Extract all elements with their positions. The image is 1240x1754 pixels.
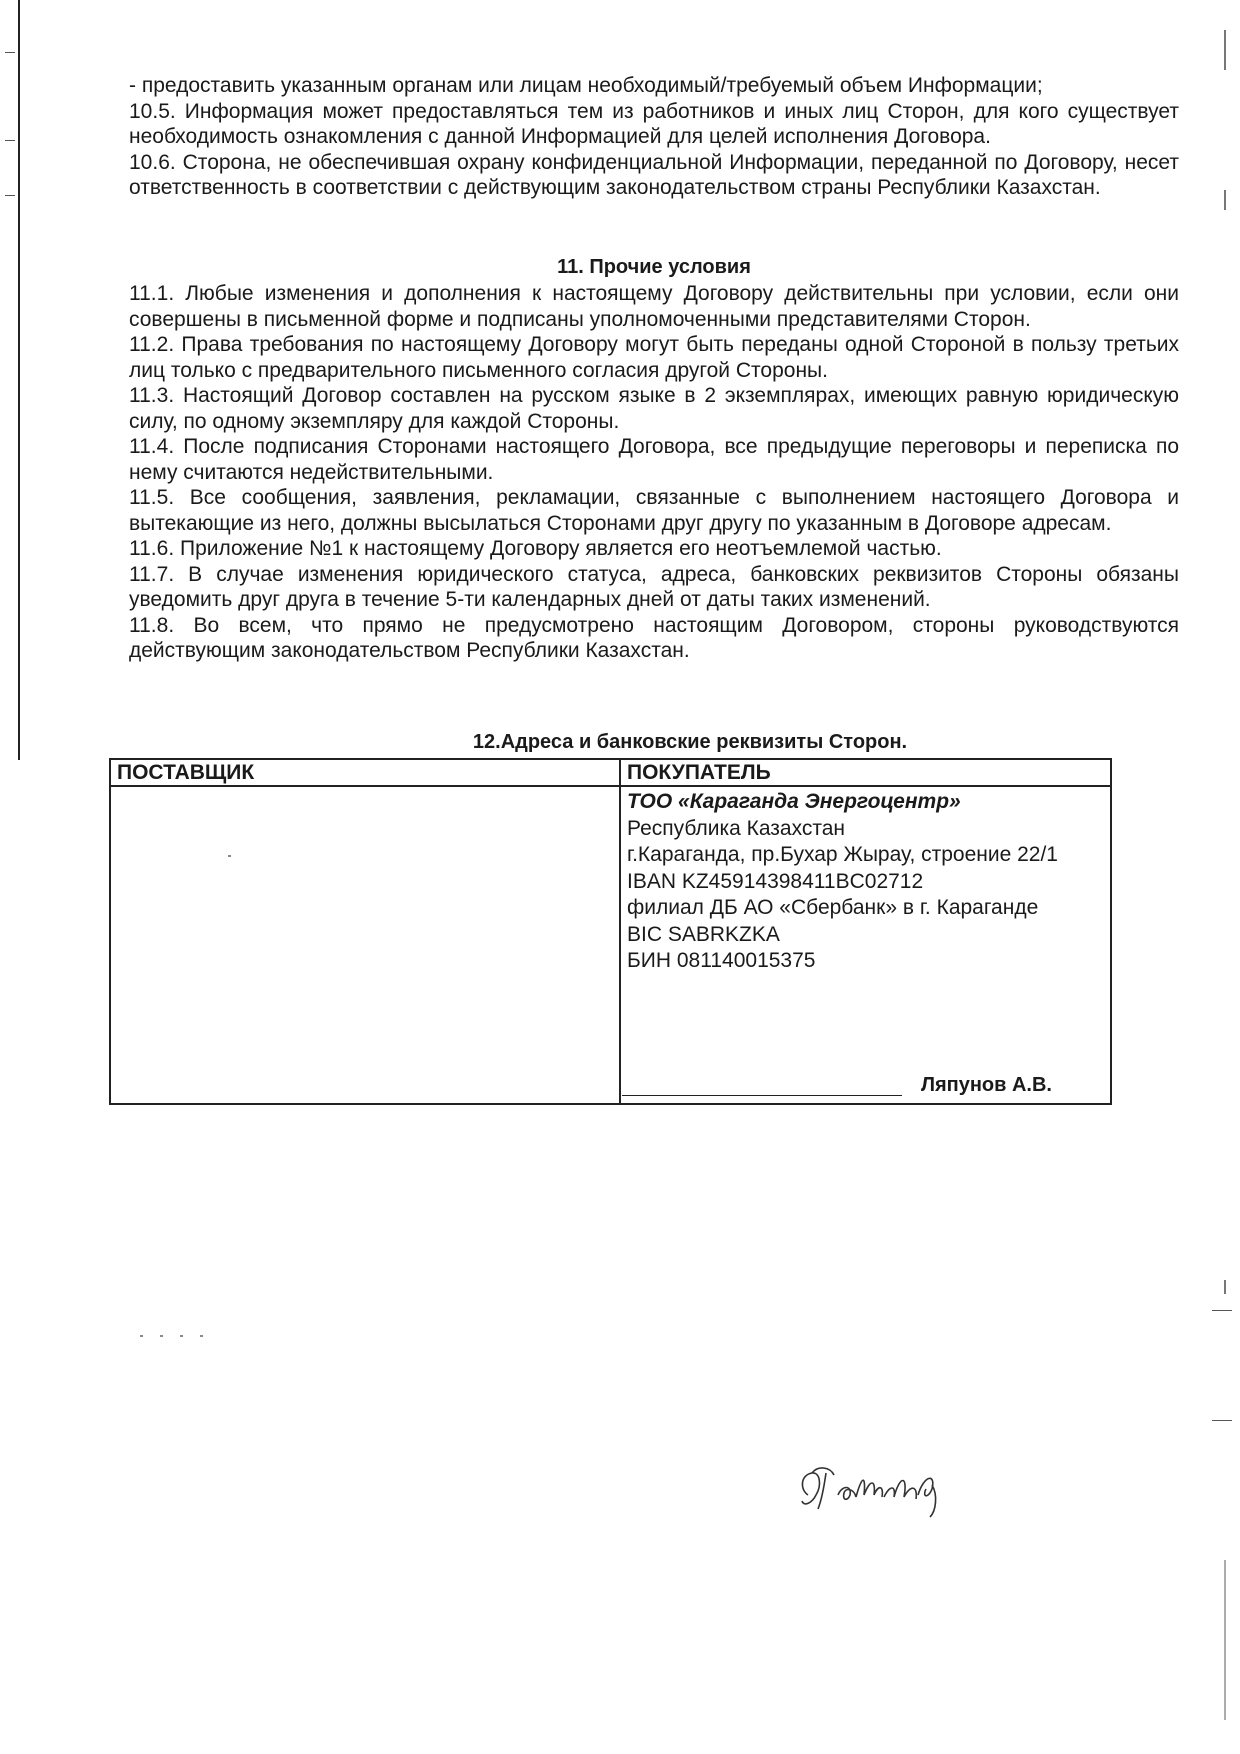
buyer-signature-row [622,1074,1052,1098]
buyer-iban: IBAN KZ45914398411BC02712 [627,869,924,893]
scan-dot [180,1335,183,1337]
scan-dot [140,1335,143,1337]
paragraph: 11.4. После подписания Сторонами настоящего Договора, все предыдущие переговоры и переписка по нему считаются недействительными. [129,435,1179,484]
supplier-header: ПОСТАВЩИК [110,759,620,786]
scan-mark [5,140,15,141]
scan-mark [5,52,15,53]
section-11-body [129,281,1179,664]
buyer-bic: BIC SABRKZKA [627,922,780,946]
section-10-tail [129,73,1179,201]
buyer-header: ПОКУПАТЕЛЬ [620,759,1111,786]
scan-dot [200,1335,203,1337]
scan-dot [228,855,231,857]
scan-mark [1212,1420,1232,1421]
paragraph: 11.2. Права требования по настоящему Договору могут быть переданы одной Стороной в пользу третьих лиц только с предварительного письменного согласия другой Стороны. [129,333,1179,382]
paragraph: 11.6. Приложение №1 к настоящему Договору является его неотъемлемой частью. [129,537,942,560]
scan-mark [1224,190,1226,210]
signature-line [622,1095,902,1096]
section-11-title: 11. Прочие условия [557,256,751,278]
buyer-signatory-name: Ляпунов А.В. [920,1074,1052,1096]
paragraph: 11.7. В случае изменения юридического статуса, адреса, банковских реквизитов Стороны обязаны уведомить друг друга в течение 5-ти календарных дней от даты таких изменений. [129,562,1179,611]
buyer-country: Республика Казахстан [627,816,846,840]
paragraph: 10.5. Информация может предоставляться тем из работников и иных лиц Сторон, для кого существует необходимость ознакомления с данной Информацией для целей исполнения Договора. [129,99,1179,148]
scan-mark [5,195,15,196]
buyer-bin: БИН 081140015375 [627,949,816,972]
buyer-company-name: ТОО «Караганда Энергоцентр» [627,790,961,813]
scan-mark [1212,1310,1232,1311]
paragraph: 11.5. Все сообщения, заявления, рекламации, связанные с выполнением настоящего Договора и вытекающие из него, должны высылаться Сторонами друг другу по указанным в Договоре адресам. [129,486,1179,535]
paragraph: 11.8. Во всем, что прямо не предусмотрено настоящим Договором, стороны руководствуются действующим законодательством Республики Казахстан. [129,613,1179,662]
paragraph: 10.6. Сторона, не обеспечившая охрану конфиденциальной Информации, переданной по Договору, несет ответственность в соответствии с действующим законодательством страны Республики Казахстан. [129,150,1179,199]
paragraph: 11.3. Настоящий Договор составлен на русском языке в 2 экземплярах, имеющих равную юридическую силу, по одному экземпляру для каждой Стороны. [129,384,1179,433]
paragraph: - предоставить указанным органам или лицам необходимый/требуемый объем Информации; [129,74,1043,97]
buyer-address: г.Караганда, пр.Бухар Жырау, строение 22/1 [627,843,1058,866]
paragraph: 11.1. Любые изменения и дополнения к настоящему Договору действительны при условии, если они совершены в письменной форме и подписаны уполномоченными представителями Сторон. [129,282,1179,331]
scan-mark [1224,1560,1226,1720]
scan-left-edge [18,0,20,760]
supplier-details [110,786,620,1104]
scan-mark [1224,1280,1226,1294]
scan-mark [1224,30,1226,70]
buyer-details [620,786,1111,1104]
handwritten-signature [790,1455,980,1525]
buyer-bank: филиал ДБ АО «Сбербанк» в г. Караганде [627,896,1039,919]
requisites-table [109,758,1112,1105]
scan-dot [160,1335,163,1337]
section-12-title: 12.Адреса и банковские реквизиты Сторон. [472,731,908,753]
